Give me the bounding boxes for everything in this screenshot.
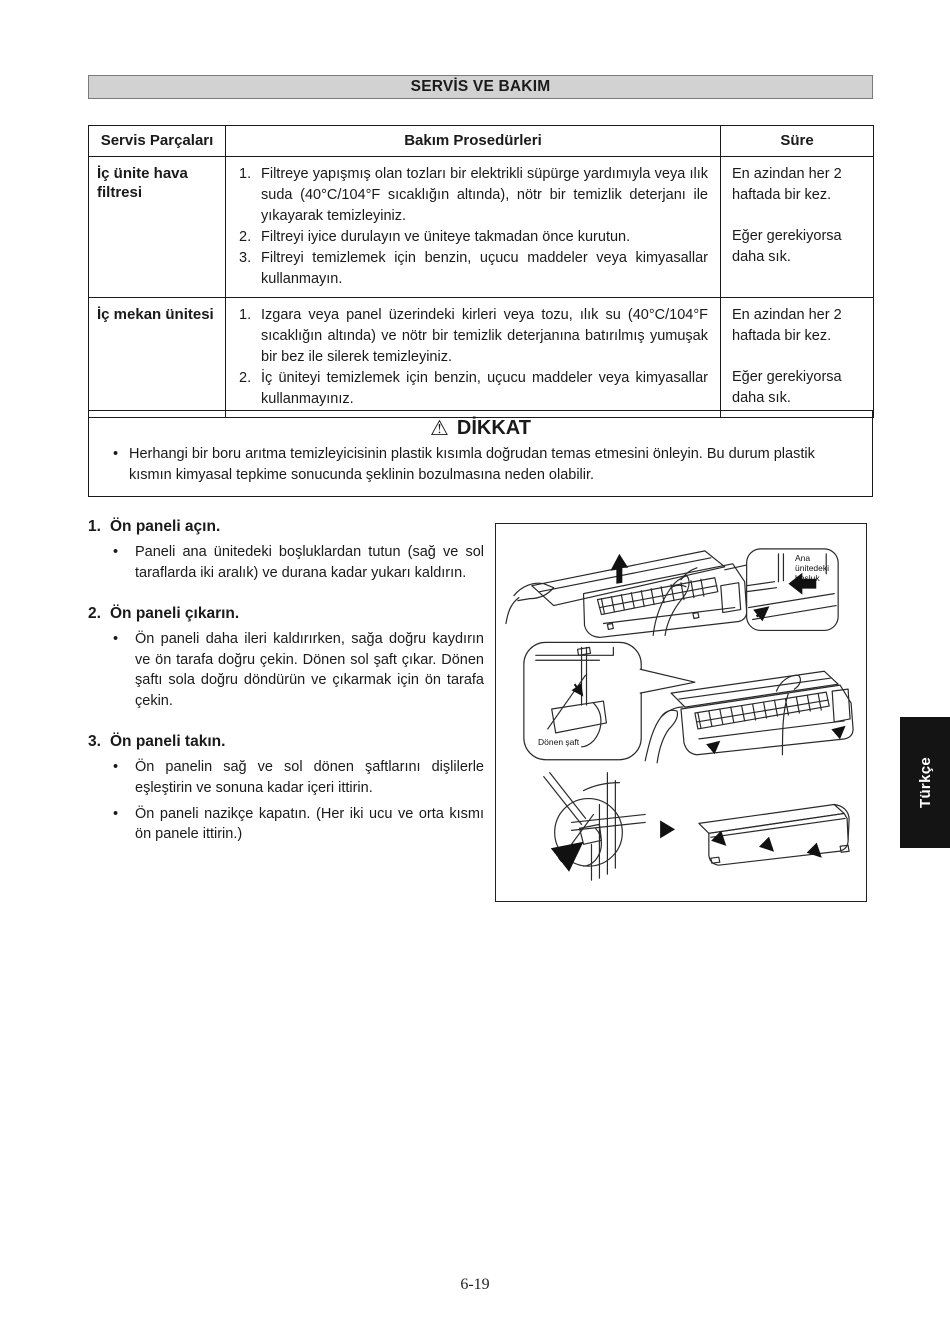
section-header [88, 75, 873, 99]
column-header-parts: Servis Parçaları [89, 126, 226, 157]
warning-triangle-icon: ⚠ [430, 417, 449, 440]
procedure-item: Izgara veya panel üzerindeki kirleri veya tozu, ılık su (40°C/104°F sıcaklığın altında) ve nötr bir temizlik deterjanına batırılmış yumuşak bir bez ile silerek temizleyiniz. [261, 306, 708, 365]
step-remove-panel [88, 605, 484, 711]
frequency-text: En azindan her 2 haftada bir kez. [732, 165, 842, 203]
language-tab-label: Türkçe [916, 757, 934, 808]
step-number: 2. [88, 605, 101, 623]
step-bullet: • Ön panelin sağ ve sol dönen şaftlarını dişlilerle eşleştirin ve sonuna kadar içeri ittirin. [88, 757, 484, 798]
language-tab [900, 717, 950, 848]
procedure-list [238, 305, 708, 410]
procedure-item: İç üniteyi temizlemek için benzin, uçucu maddeler veya kimyasallar kullanmayınız. [261, 369, 708, 407]
table-row [89, 156, 874, 297]
sequence-pointer-triangle [660, 820, 675, 838]
part-name: İç ünite hava filtresi [89, 156, 226, 297]
frequency-text: Eğer gerekiyorsa daha sık. [732, 368, 842, 406]
lift-up-arrow [610, 554, 628, 584]
procedure-item: Filtreye yapışmış olan tozları bir elektrikli süpürge yardımıyla veya ılık suda (40°C/104°F sıcaklığın altında), nötr bir temizlik deterjanı ile yıkayarak temizleyiniz. [261, 165, 708, 224]
step-bullet: • Ön paneli nazikçe kapatın. (Her iki ucu ve orta kısmı ön panele ittirin.) [88, 804, 484, 845]
caution-box [88, 410, 873, 497]
figure-label-main-unit-gap: Ana ünitedeki boşluk [795, 553, 830, 583]
step-title: Ön paneli takın. [110, 733, 226, 751]
caution-item: • Herhangi bir boru arıtma temizleyicisinin plastik kısımla doğrudan temas etmesini önleyin. Bu durum plastik kısmın kimyasal tepkime sonucunda şeklinin bozulmasına neden olabilir. [105, 444, 856, 486]
step-bullet: • Ön paneli daha ileri kaldırırken, sağa doğru kaydırın ve ön tarafa doğru çekin. Dönen sol şaft çıkar. Dönen şaftı sola doğru döndürün ve çıkarmak için ön tarafa çekin. [88, 629, 484, 711]
step-bullet: • Paneli ana ünitedeki boşluklardan tutun (sağ ve sol taraflarda iki aralık) ve durana kadar yukarı kaldırın. [88, 542, 484, 583]
instruction-steps [88, 518, 484, 867]
step-attach-panel [88, 733, 484, 844]
column-header-procedures: Bakım Prosedürleri [226, 126, 721, 157]
caution-list [105, 444, 856, 486]
table-row [89, 297, 874, 417]
panel-instructions-figure [495, 523, 867, 902]
step-number: 3. [88, 733, 101, 751]
service-table [88, 125, 874, 418]
section-title: SERVİS VE BAKIM [410, 78, 551, 95]
step-title: Ön paneli açın. [110, 518, 221, 535]
step-title: Ön paneli çıkarın. [110, 605, 240, 623]
caution-title-text: DİKKAT [456, 417, 531, 439]
step-open-panel [88, 518, 484, 583]
procedure-item: Filtreyi iyice durulayın ve üniteye takmadan önce kurutun. [261, 228, 631, 245]
caution-title [105, 417, 856, 440]
table-header-row [89, 126, 874, 157]
part-name: İç mekan ünitesi [89, 297, 226, 417]
page-number: 6-19 [460, 1276, 490, 1293]
frequency-text: En azindan her 2 haftada bir kez. [732, 306, 842, 344]
step-number: 1. [88, 518, 101, 535]
procedure-list [238, 164, 708, 290]
figure-label-rotating-shaft: Dönen şaft [538, 737, 580, 747]
frequency-text: Eğer gerekiyorsa daha sık. [732, 227, 842, 265]
column-header-duration: Süre [721, 126, 874, 157]
procedure-item: Filtreyi temizlemek için benzin, uçucu maddeler veya kimyasallar kullanmayın. [261, 249, 708, 287]
